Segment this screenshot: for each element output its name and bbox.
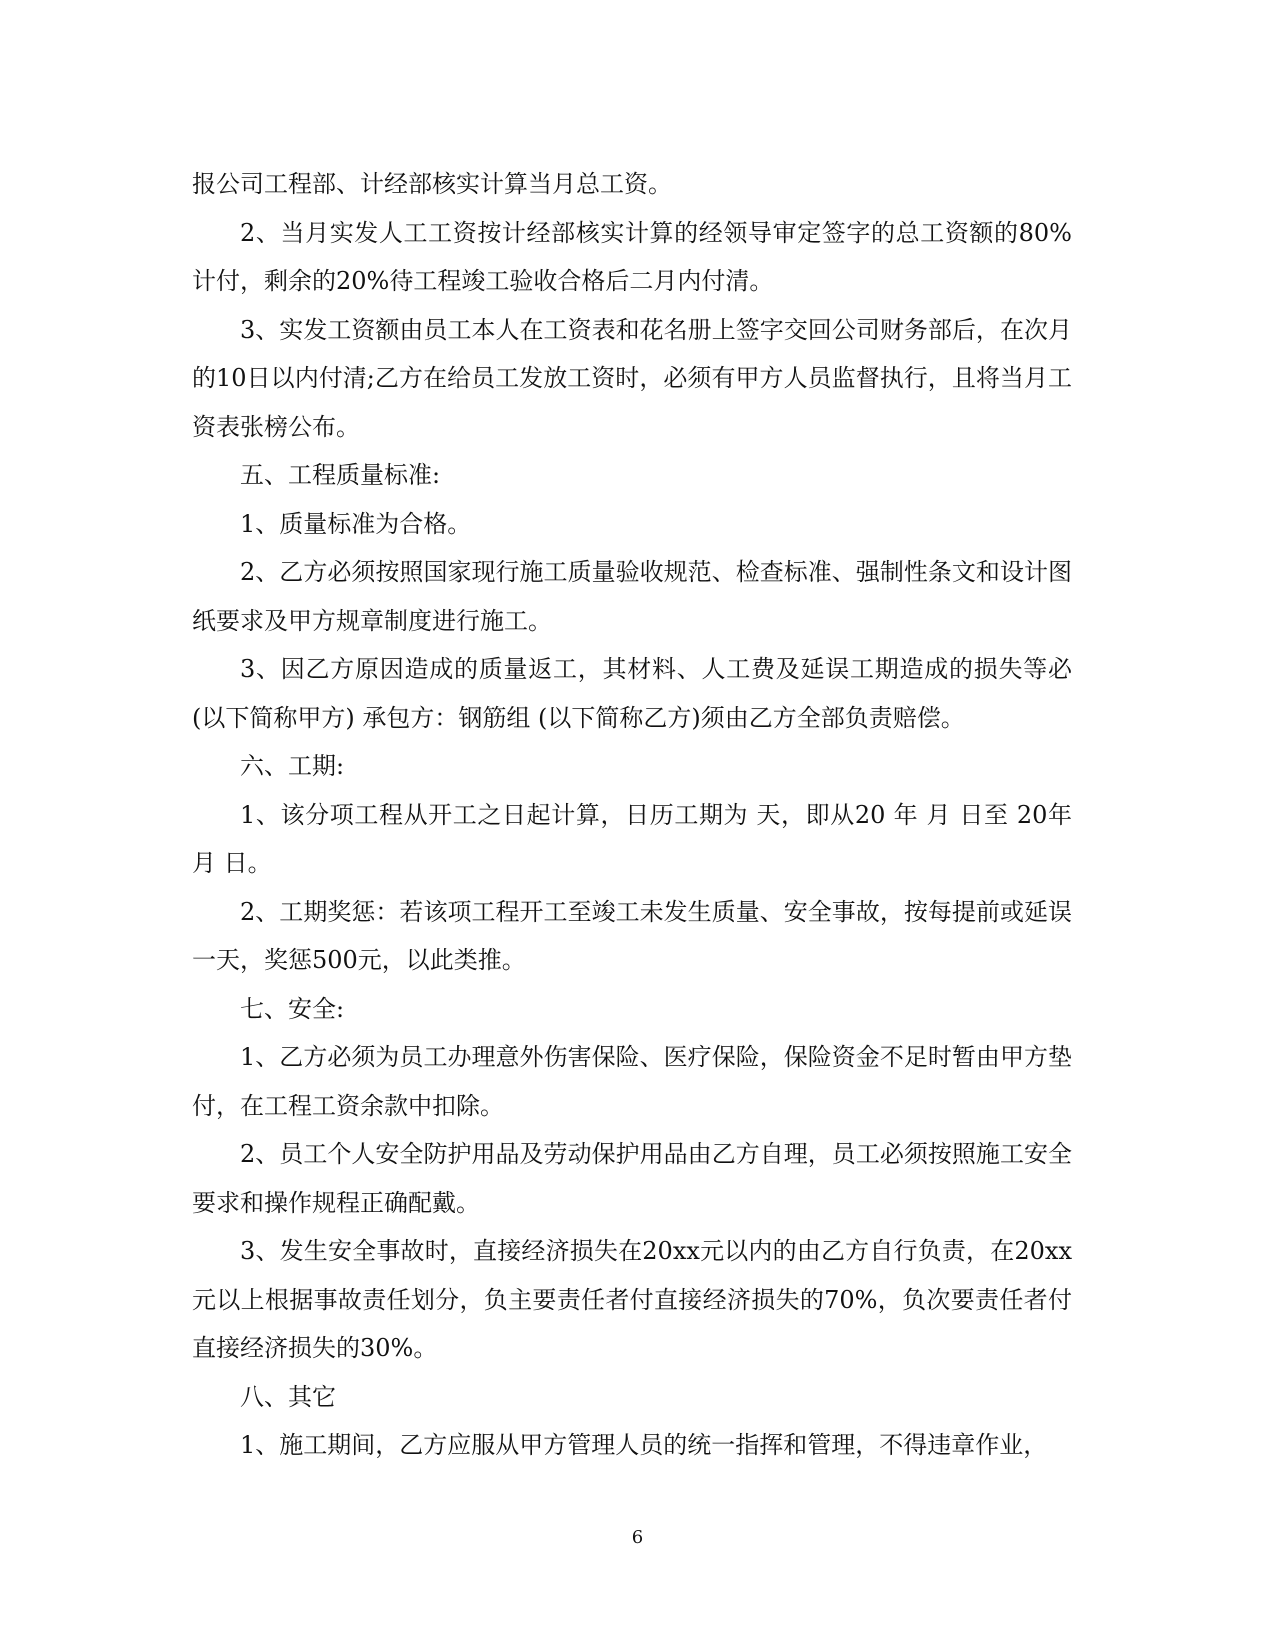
paragraph-schedule-item-1: 1、该分项工程从开工之日起计算，日历工期为 天，即从20 年 月 日至 20年 月 日。 bbox=[192, 800, 1072, 877]
paragraph-quality-item-3: 3、因乙方原因造成的质量返工，其材料、人工费及延误工期造成的损失等必(以下简称甲方) 承包方：钢筋组 (以下简称乙方)须由乙方全部负责赔偿。 bbox=[192, 655, 1072, 732]
paragraph-quality-item-2: 2、乙方必须按照国家现行施工质量验收规范、检查标准、强制性条文和设计图纸要求及甲方规章制度进行施工。 bbox=[192, 558, 1072, 635]
section-heading-safety: 七、安全: bbox=[240, 994, 345, 1023]
paragraph-wage-item-2: 2、当月实发人工工资按计经部核实计算的经领导审定签字的总工资额的80%计付，剩余的20%待工程竣工验收合格后二月内付清。 bbox=[192, 218, 1072, 295]
section-heading-other: 八、其它 bbox=[240, 1382, 336, 1411]
page-number: 6 bbox=[631, 1527, 644, 1548]
section-heading-schedule: 六、工期: bbox=[240, 752, 345, 780]
paragraph-safety-item-2: 2、员工个人安全防护用品及劳动保护用品由乙方自理，员工必须按照施工安全要求和操作规程正确配戴。 bbox=[192, 1140, 1072, 1217]
paragraph-safety-item-1: 1、乙方必须为员工办理意外伤害保险、医疗保险，保险资金不足时暂由甲方垫付，在工程工资余款中扣除。 bbox=[192, 1043, 1072, 1120]
section-heading-quality: 五、工程质量标准: bbox=[240, 461, 441, 489]
paragraph-quality-item-1: 1、质量标准为合格。 bbox=[240, 509, 472, 538]
paragraph-continuation: 报公司工程部、计经部核实计算当月总工资。 bbox=[192, 170, 672, 198]
paragraph-wage-item-3: 3、实发工资额由员工本人在工资表和花名册上签字交回公司财务部后，在次月的10日以内付清;乙方在给员工发放工资时，必须有甲方人员监督执行，且将当月工资表张榜公布。 bbox=[192, 315, 1072, 441]
paragraph-safety-item-3: 3、发生安全事故时，直接经济损失在20xx元以内的由乙方自行负责，在20xx元以上根据事故责任划分，负主要责任者付直接经济损失的70%，负次要责任者付直接经济损失的30%。 bbox=[192, 1237, 1072, 1362]
paragraph-schedule-item-2: 2、工期奖惩：若该项工程开工至竣工未发生质量、安全事故，按每提前或延误一天，奖惩500元，以此类推。 bbox=[192, 897, 1072, 974]
paragraph-other-item-1: 1、施工期间，乙方应服从甲方管理人员的统一指挥和管理，不得违章作业， bbox=[240, 1431, 1048, 1459]
document-body bbox=[192, 160, 1072, 1470]
